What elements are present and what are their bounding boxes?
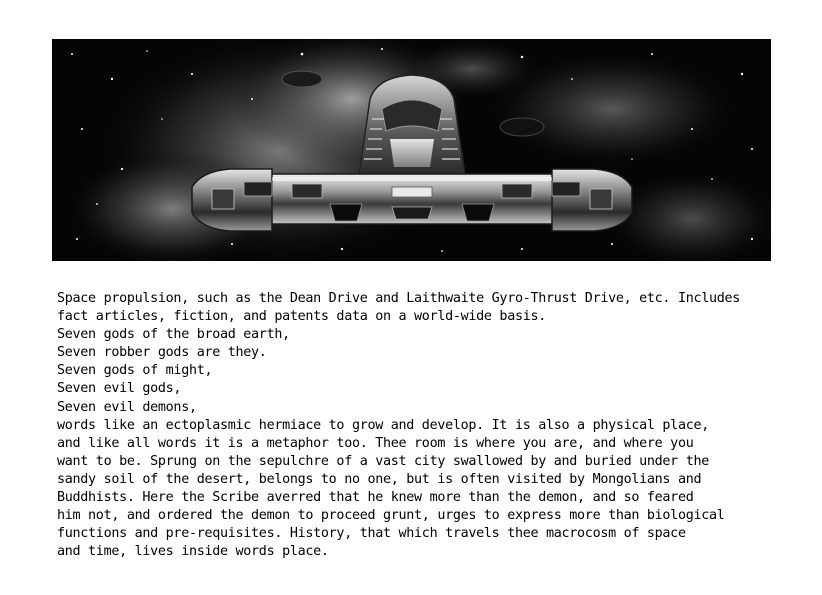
text-line: Seven gods of might, [57,363,213,379]
text-line: Seven evil demons, [57,399,197,415]
text-line: Space propulsion, such as the Dean Drive and Laithwaite Gyro-Thrust Drive, etc. Includes [57,291,741,306]
text-line: words like an ectoplasmic hermiace to grow and develop. It is also a physical place, [57,417,709,433]
text-line: Seven gods of the broad earth, [57,327,290,343]
text-line: and time, lives inside words place. [57,544,329,560]
text-line: him not, and ordered the demon to proceed grunt, urges to express more than biological [57,508,725,524]
text-line: and like all words it is a metaphor too. Thee room is where you are, and where you [57,435,694,451]
description-text [57,290,787,561]
spaceship-banner [52,39,771,261]
spaceship-illustration-icon [52,39,771,261]
text-line: Seven evil gods, [57,381,182,397]
text-line: fact articles, fiction, and patents data on a world-wide basis. [57,309,546,325]
text-line: Buddhists. Here the Scribe averred that he knew more than the demon, and so feared [57,490,694,506]
text-line: Seven robber gods are they. [57,345,267,361]
text-line: functions and pre-requisites. History, that which travels thee macrocosm of space [57,526,686,542]
text-line: sandy soil of the desert, belongs to no one, but is often visited by Mongolians and [57,471,702,487]
text-line: want to be. Sprung on the sepulchre of a vast city swallowed by and buried under the [57,453,709,469]
